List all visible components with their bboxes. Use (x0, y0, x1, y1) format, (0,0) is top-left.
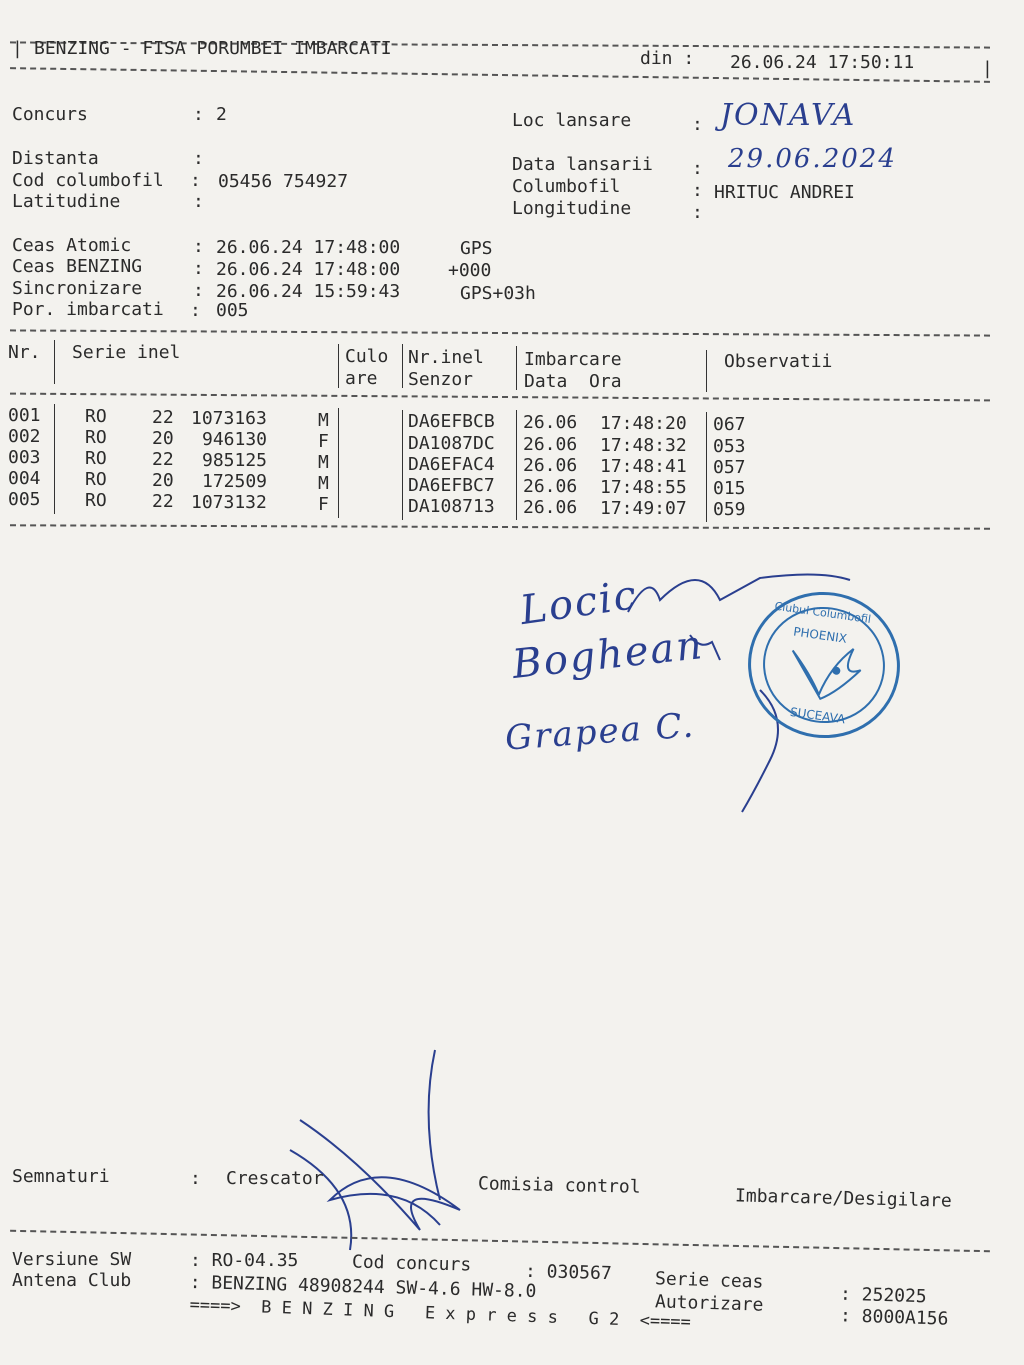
row-nr: 001 (8, 405, 41, 426)
row-time: 17:48:20 (600, 413, 687, 434)
row-date: 26.06 (523, 497, 578, 518)
row-obs: 067 (713, 414, 746, 435)
concurs-sep: : (193, 104, 204, 125)
row-nr: 002 (8, 426, 41, 447)
stamp-line-2: PHOENIX (792, 624, 848, 646)
sincronizare-label: Sincronizare (12, 278, 143, 299)
row-sex: F (318, 494, 329, 515)
row-ring: 985125 (202, 450, 268, 471)
stamp-line-1: Clubul Columbofil (773, 599, 872, 627)
col-header-culoare-1: Culo (345, 346, 389, 367)
document-title: BENZING - FISA PORUMBEI IMBARCATI (34, 38, 392, 59)
row-nr: 003 (8, 447, 41, 468)
header-din-value: 26.06.24 17:50:11 (730, 52, 915, 73)
semnaturi-label: Semnaturi (12, 1166, 110, 1187)
row-senzor: DA1087DC (408, 433, 495, 454)
row-ring: 1073132 (191, 492, 267, 513)
columbofil-label: Columbofil (512, 176, 621, 197)
row-obs: 015 (713, 478, 746, 499)
header-bar-right: | (982, 58, 993, 79)
header-din-label: din : (640, 48, 695, 69)
row-country: RO (85, 469, 107, 490)
cod-columbofil-label: Cod columbofil (12, 170, 164, 191)
row-senzor: DA6EFBCB (408, 411, 495, 432)
serie-ceas-label: Serie ceas (654, 1268, 764, 1293)
header-bar-left: | (12, 38, 23, 59)
semnaturi-sep: : (190, 1168, 201, 1189)
row-sex: F (318, 431, 329, 452)
row-time: 17:48:55 (600, 477, 687, 498)
ceas-atomic-value: 26.06.24 17:48:00 (216, 237, 401, 258)
ceas-atomic-sep: : (193, 236, 204, 257)
latitudine-sep: : (193, 191, 204, 212)
row-ring: 172509 (202, 471, 268, 492)
row-country: RO (85, 406, 107, 427)
col-header-observatii: Observatii (724, 351, 833, 372)
cod-columbofil-value: 05456 754927 (218, 171, 349, 192)
row-senzor: DA108713 (408, 496, 495, 517)
col-header-serie: Serie inel (72, 342, 181, 363)
row-date: 26.06 (523, 476, 578, 497)
row-country: RO (85, 448, 107, 469)
por-imbarcati-value: 005 (216, 300, 249, 321)
col-header-nrinel-2: Senzor (408, 369, 474, 390)
col-header-imbarcare-2: Data Ora (524, 371, 622, 392)
signature-2: Boghean (510, 622, 707, 688)
versiune-label: Versiune SW (12, 1249, 132, 1270)
col-header-nr: Nr. (8, 342, 41, 363)
ceas-atomic-extra: GPS (460, 238, 493, 259)
ceas-benzing-label: Ceas BENZING (12, 256, 143, 277)
loc-lansare-label: Loc lansare (512, 110, 632, 131)
row-sex: M (318, 410, 329, 431)
imbarcare-desigilare-label: Imbarcare/Desigilare (734, 1185, 952, 1212)
benzing-express-line: ====> B E N Z I N G E x p r e s s G 2 <==== (189, 1294, 692, 1333)
data-lansarii-sep: : (692, 158, 703, 179)
sincronizare-extra: GPS+03h (460, 283, 536, 304)
signature-3: Grapea C. (503, 705, 697, 759)
distanta-label: Distanta (12, 148, 99, 169)
comisia-control-label: Comisia control (477, 1173, 641, 1198)
row-year: 20 (152, 470, 174, 491)
row-nr: 004 (8, 468, 41, 489)
latitudine-label: Latitudine (12, 191, 121, 212)
sincronizare-sep: : (193, 280, 204, 301)
col-header-imbarcare-1: Imbarcare (524, 349, 622, 370)
row-sex: M (318, 452, 329, 473)
row-ring: 1073163 (191, 408, 267, 429)
autorizare-label: Autorizare (654, 1291, 764, 1316)
antena-club-label: Antena Club (12, 1270, 132, 1291)
row-year: 22 (152, 449, 174, 470)
sincronizare-value: 26.06.24 15:59:43 (216, 281, 401, 302)
crescator-label: Crescator (226, 1168, 324, 1189)
row-date: 26.06 (523, 434, 578, 455)
stamp-line-3: SUCEAVA (789, 704, 847, 727)
cod-columbofil-sep: : (190, 170, 201, 191)
cod-concurs-label: Cod concurs (351, 1251, 472, 1276)
longitudine-label: Longitudine (512, 198, 632, 219)
row-obs: 053 (713, 436, 746, 457)
serie-ceas-value: : 252025 (839, 1283, 928, 1308)
antena-club-value: : BENZING 48908244 SW-4.6 HW-8.0 (189, 1272, 537, 1303)
row-date: 26.06 (523, 412, 578, 433)
ceas-benzing-extra: +000 (448, 260, 492, 281)
row-sex: M (318, 473, 329, 494)
club-stamp (739, 582, 910, 748)
ceas-benzing-value: 26.06.24 17:48:00 (216, 259, 401, 280)
columbofil-sep: : (692, 180, 703, 201)
col-header-nrinel-1: Nr.inel (408, 347, 484, 368)
por-imbarcati-label: Por. imbarcati (12, 299, 164, 320)
phoenix-icon (742, 586, 906, 745)
row-year: 22 (152, 491, 174, 512)
por-imbarcati-sep: : (190, 300, 201, 321)
row-obs: 057 (713, 457, 746, 478)
row-time: 17:48:41 (600, 456, 687, 477)
row-time: 17:48:32 (600, 435, 687, 456)
row-ring: 946130 (202, 429, 268, 450)
versiune-value: : RO-04.35 (190, 1250, 299, 1271)
row-country: RO (85, 427, 107, 448)
autorizare-value: : 8000A156 (839, 1305, 949, 1330)
row-time: 17:49:07 (600, 498, 687, 519)
loc-lansare-sep: : (692, 114, 703, 135)
row-senzor: DA6EFBC7 (408, 475, 495, 496)
loc-lansare-value: JONAVA (720, 98, 857, 133)
row-nr: 005 (8, 489, 41, 510)
distanta-sep: : (193, 148, 204, 169)
concurs-value: 2 (216, 104, 227, 125)
row-date: 26.06 (523, 455, 578, 476)
cod-concurs-value: : 030567 (524, 1260, 612, 1285)
row-senzor: DA6EFAC4 (408, 454, 495, 475)
ceas-benzing-sep: : (193, 258, 204, 279)
row-obs: 059 (713, 499, 746, 520)
row-year: 20 (152, 428, 174, 449)
row-year: 22 (152, 407, 174, 428)
col-header-culoare-2: are (345, 368, 378, 389)
data-lansarii-value: 29.06.2024 (728, 144, 897, 174)
row-country: RO (85, 490, 107, 511)
data-lansarii-label: Data lansarii (512, 154, 653, 175)
ceas-atomic-label: Ceas Atomic (12, 235, 132, 256)
concurs-label: Concurs (12, 104, 88, 125)
longitudine-sep: : (692, 202, 703, 223)
columbofil-value: HRITUC ANDREI (714, 182, 855, 203)
signature-1: Locic (517, 571, 641, 635)
